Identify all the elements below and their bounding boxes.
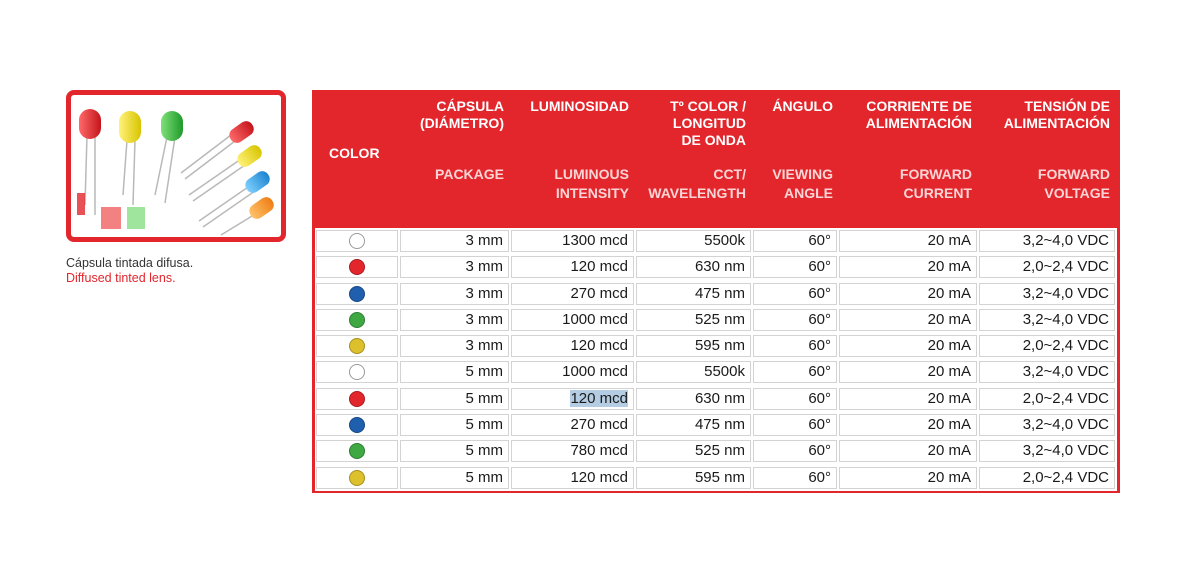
package-cell — [400, 388, 509, 410]
package-cell — [400, 440, 509, 462]
green-led-dot-icon — [349, 443, 365, 459]
angle-cell — [753, 361, 837, 383]
package-cell — [400, 256, 509, 278]
voltage-cell — [979, 335, 1115, 357]
header-current-en: FORWARD CURRENT — [899, 166, 972, 201]
angle-cell — [753, 388, 837, 410]
wavelength-cell — [636, 361, 751, 383]
color-cell — [316, 440, 398, 462]
package-cell — [400, 230, 509, 252]
intensity-cell — [511, 361, 634, 383]
package-cell — [400, 283, 509, 305]
table-row — [315, 307, 1117, 333]
intensity-cell — [511, 335, 634, 357]
voltage-value: 3,2~4,0 VDC — [1022, 363, 1109, 381]
white-led-dot-icon — [349, 233, 365, 249]
voltage-cell — [979, 309, 1115, 331]
yellow-led-dot-icon — [349, 470, 365, 486]
package-value: 5 mm — [465, 416, 503, 434]
angle-value: 60° — [808, 258, 831, 276]
angle-value: 60° — [808, 232, 831, 249]
color-cell — [316, 309, 398, 331]
voltage-cell — [979, 440, 1115, 462]
package-value: 3 mm — [465, 284, 503, 302]
package-cell — [400, 335, 509, 357]
intensity-value: 120 mcd — [570, 337, 628, 355]
current-cell — [839, 230, 977, 252]
blue-led-dot-icon — [349, 286, 365, 302]
wavelength-value: 525 nm — [694, 310, 745, 328]
header-package — [400, 93, 504, 228]
package-value: 3 mm — [465, 232, 503, 249]
intensity-cell — [511, 230, 634, 252]
intensity-value: 120 mcd — [570, 389, 628, 407]
intensity-value: 1000 mcd — [562, 310, 628, 328]
current-value: 20 mA — [927, 337, 971, 355]
voltage-value: 3,2~4,0 VDC — [1022, 416, 1109, 434]
package-cell — [400, 309, 509, 331]
package-cell — [400, 414, 509, 436]
wavelength-value: 630 nm — [694, 258, 745, 276]
voltage-value: 3,2~4,0 VDC — [1022, 284, 1109, 302]
package-cell — [400, 467, 509, 489]
current-cell — [839, 361, 977, 383]
package-value: 3 mm — [465, 310, 503, 328]
color-cell — [316, 335, 398, 357]
angle-cell — [753, 440, 837, 462]
package-value: 5 mm — [465, 468, 503, 486]
wavelength-cell — [636, 467, 751, 489]
wavelength-value: 5500k — [704, 363, 745, 381]
angle-cell — [753, 335, 837, 357]
header-wavelength-es: Tº COLOR / LONGITUD DE ONDA — [670, 98, 746, 148]
intensity-cell — [511, 467, 634, 489]
table-row — [315, 359, 1117, 385]
angle-value: 60° — [808, 468, 831, 486]
current-value: 20 mA — [927, 310, 971, 328]
color-cell — [316, 256, 398, 278]
header-voltage — [979, 93, 1110, 228]
header-angle-en: VIEWING ANGLE — [772, 166, 833, 201]
voltage-cell — [979, 414, 1115, 436]
wavelength-cell — [636, 309, 751, 331]
angle-value: 60° — [808, 337, 831, 355]
current-cell — [839, 388, 977, 410]
package-value: 3 mm — [465, 258, 503, 276]
wavelength-cell — [636, 256, 751, 278]
header-current — [839, 93, 972, 228]
current-cell — [839, 256, 977, 278]
header-wavelength-en: CCT/ WAVELENGTH — [648, 166, 746, 201]
angle-value: 60° — [808, 416, 831, 434]
table-row — [315, 333, 1117, 359]
intensity-value: 1000 mcd — [562, 363, 628, 381]
green-led-dot-icon — [349, 312, 365, 328]
red-led-dot-icon — [349, 391, 365, 407]
current-value: 20 mA — [927, 442, 971, 460]
voltage-cell — [979, 283, 1115, 305]
intensity-cell — [511, 414, 634, 436]
header-package-es: CÁPSULA (DIÁMETRO) — [420, 98, 504, 131]
current-cell — [839, 467, 977, 489]
intensity-cell — [511, 283, 634, 305]
intensity-value: 270 mcd — [570, 284, 628, 302]
header-intensity-es: LUMINOSIDAD — [530, 98, 629, 114]
angle-value: 60° — [808, 442, 831, 460]
current-value: 20 mA — [927, 389, 971, 407]
header-color: COLOR — [329, 145, 380, 161]
intensity-value: 120 mcd — [570, 258, 628, 276]
intensity-cell — [511, 440, 634, 462]
current-cell — [839, 309, 977, 331]
wavelength-cell — [636, 283, 751, 305]
red-led-dot-icon — [349, 259, 365, 275]
header-intensity-en: LUMINOUS INTENSITY — [554, 166, 629, 201]
voltage-value: 3,2~4,0 VDC — [1022, 310, 1109, 328]
current-cell — [839, 283, 977, 305]
current-value: 20 mA — [927, 416, 971, 434]
intensity-value: 780 mcd — [570, 442, 628, 460]
header-angle — [753, 93, 833, 228]
package-cell — [400, 361, 509, 383]
angle-cell — [753, 309, 837, 331]
current-cell — [839, 335, 977, 357]
wavelength-cell — [636, 414, 751, 436]
color-cell — [316, 230, 398, 252]
header-voltage-es: TENSIÓN DE ALIMENTACIÓN — [1003, 98, 1110, 131]
caption-spanish: Cápsula tintada difusa. — [66, 256, 194, 270]
blue-led-dot-icon — [349, 417, 365, 433]
current-cell — [839, 414, 977, 436]
voltage-value: 2,0~2,4 VDC — [1022, 389, 1109, 407]
wavelength-value: 630 nm — [694, 389, 745, 407]
wavelength-cell — [636, 440, 751, 462]
angle-value: 60° — [808, 389, 831, 407]
voltage-value: 2,0~2,4 VDC — [1022, 258, 1109, 276]
led-spec-table — [312, 90, 1120, 493]
intensity-cell — [511, 388, 634, 410]
wavelength-value: 475 nm — [694, 284, 745, 302]
voltage-cell — [979, 467, 1115, 489]
angle-cell — [753, 414, 837, 436]
table-header — [315, 93, 1117, 228]
wavelength-value: 595 nm — [694, 468, 745, 486]
wavelength-value: 475 nm — [694, 416, 745, 434]
white-led-dot-icon — [349, 364, 365, 380]
wavelength-value: 5500k — [704, 232, 745, 249]
voltage-value: 2,0~2,4 VDC — [1022, 337, 1109, 355]
package-value: 3 mm — [465, 337, 503, 355]
table-row — [315, 281, 1117, 307]
color-cell — [316, 467, 398, 489]
current-value: 20 mA — [927, 258, 971, 276]
led-illustration — [71, 95, 281, 237]
voltage-value: 3,2~4,0 VDC — [1022, 442, 1109, 460]
header-angle-es: ÁNGULO — [772, 98, 833, 114]
package-value: 5 mm — [465, 389, 503, 407]
table-row — [315, 228, 1117, 254]
table-row — [315, 412, 1117, 438]
angle-cell — [753, 283, 837, 305]
current-value: 20 mA — [927, 468, 971, 486]
voltage-cell — [979, 256, 1115, 278]
wavelength-cell — [636, 335, 751, 357]
led-product-photo — [66, 90, 286, 242]
caption-english: Diffused tinted lens. — [66, 271, 176, 285]
angle-cell — [753, 256, 837, 278]
color-cell — [316, 283, 398, 305]
angle-value: 60° — [808, 284, 831, 302]
voltage-value: 2,0~2,4 VDC — [1022, 468, 1109, 486]
header-intensity — [511, 93, 629, 228]
voltage-value: 3,2~4,0 VDC — [1022, 232, 1109, 249]
voltage-cell — [979, 361, 1115, 383]
voltage-cell — [979, 388, 1115, 410]
current-cell — [839, 440, 977, 462]
header-package-en: PACKAGE — [435, 166, 504, 182]
package-value: 5 mm — [465, 442, 503, 460]
color-cell — [316, 414, 398, 436]
intensity-value: 120 mcd — [570, 468, 628, 486]
table-row — [315, 386, 1117, 412]
intensity-cell — [511, 256, 634, 278]
photo-caption — [66, 256, 193, 286]
color-cell — [316, 388, 398, 410]
angle-value: 60° — [808, 363, 831, 381]
angle-cell — [753, 467, 837, 489]
current-value: 20 mA — [927, 232, 971, 249]
voltage-cell — [979, 230, 1115, 252]
header-current-es: CORRIENTE DE ALIMENTACIÓN — [865, 98, 972, 131]
table-body — [315, 228, 1117, 491]
current-value: 20 mA — [927, 363, 971, 381]
intensity-value: 1300 mcd — [562, 232, 628, 249]
header-wavelength — [635, 93, 746, 228]
color-cell — [316, 361, 398, 383]
yellow-led-dot-icon — [349, 338, 365, 354]
angle-cell — [753, 230, 837, 252]
current-value: 20 mA — [927, 284, 971, 302]
angle-value: 60° — [808, 310, 831, 328]
wavelength-cell — [636, 388, 751, 410]
table-row — [315, 254, 1117, 280]
intensity-value: 270 mcd — [570, 416, 628, 434]
table-row — [315, 465, 1117, 491]
wavelength-value: 525 nm — [694, 442, 745, 460]
table-row — [315, 438, 1117, 464]
wavelength-value: 595 nm — [694, 337, 745, 355]
package-value: 5 mm — [465, 363, 503, 381]
header-voltage-en: FORWARD VOLTAGE — [1037, 166, 1110, 201]
wavelength-cell — [636, 230, 751, 252]
intensity-cell — [511, 309, 634, 331]
